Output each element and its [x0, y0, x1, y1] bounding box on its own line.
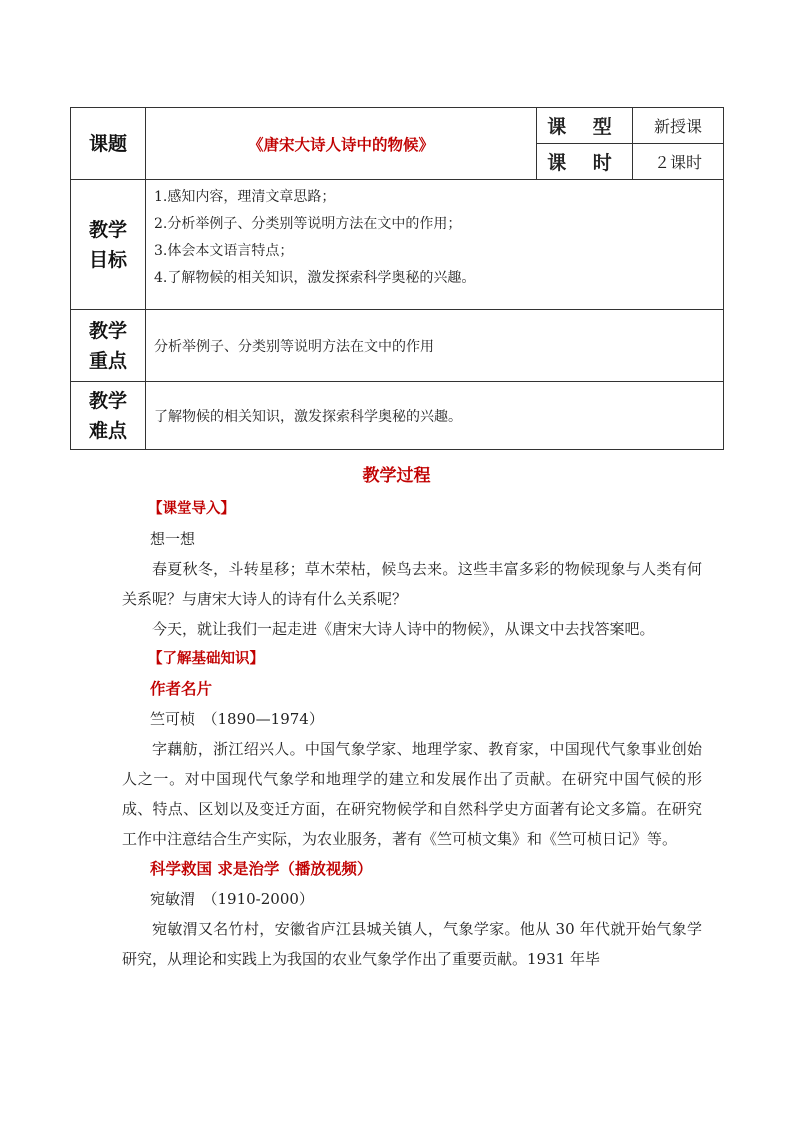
- author2-bio: 宛敏渭又名竹村，安徽省庐江县城关镇人，气象学家。他从 30 年代就开始气象学研究，从理论和实践上为我国的农业气象学作出了重要贡献。1931 年毕: [122, 920, 702, 968]
- author1-bio: 字藕舫，浙江绍兴人。中国气象学家、地理学家、教育家，中国现代气象事业创始人之一。对中国现代气象学和地理学的建立和发展作出了贡献。在研究中国气候的形成、特点、区划以及变迁方面，在研究物候学和自然科学史方面著有论文多篇。在研究工作中注意结合生产实际，为农业服务，著有《竺可桢文集》和《竺可桢日记》等。: [122, 740, 702, 848]
- key-points-text: 分析举例子、分类别等说明方法在文中的作用: [146, 310, 724, 382]
- lesson-info-table: [70, 107, 724, 450]
- author1-name: 竺可桢 （1890—1974）: [150, 710, 324, 728]
- key-points-label: 教学重点: [71, 310, 146, 382]
- author-card-heading: 作者名片: [150, 680, 213, 698]
- lesson-type-label: 课 型: [537, 108, 633, 144]
- basics-section-label: 【了解基础知识】: [148, 651, 264, 667]
- lesson-title: 《唐宋大诗人诗中的物候》: [146, 108, 537, 180]
- topic-label: 课题: [71, 108, 146, 180]
- goals-label: 教学目标: [71, 180, 146, 310]
- goal-item: 2.分析举例子、分类别等说明方法在文中的作用；: [154, 216, 462, 232]
- difficulty-text: 了解物候的相关知识，激发探索科学奥秘的兴趣。: [146, 382, 724, 450]
- goal-item: 4.了解物候的相关知识，激发探索科学奥秘的兴趣。: [154, 270, 476, 286]
- author2-name: 宛敏渭 （1910-2000）: [150, 890, 314, 908]
- teaching-process: [122, 458, 702, 974]
- lesson-type-value: 新授课: [633, 108, 724, 144]
- lesson-hours-value: ２课时: [633, 144, 724, 180]
- lesson-hours-label: 课 时: [537, 144, 633, 180]
- process-heading: 教学过程: [362, 466, 431, 486]
- think-label: 想一想: [150, 530, 196, 548]
- goals-list: [146, 180, 724, 310]
- goal-item: 1.感知内容，理清文章思路；: [154, 189, 336, 205]
- video-heading: 科学救国 求是治学（播放视频）: [150, 860, 373, 878]
- intro-paragraph-2: 今天，就让我们一起走进《唐宋大诗人诗中的物候》，从课文中去找答案吧。: [152, 620, 655, 638]
- goal-item: 3.体会本文语言特点；: [154, 243, 294, 259]
- intro-section-label: 【课堂导入】: [148, 501, 235, 517]
- intro-paragraph: 春夏秋冬，斗转星移；草木荣枯，候鸟去来。这些丰富多彩的物候现象与人类有何关系呢？与唐宋大诗人的诗有什么关系呢？: [122, 560, 702, 608]
- difficulty-label: 教学难点: [71, 382, 146, 450]
